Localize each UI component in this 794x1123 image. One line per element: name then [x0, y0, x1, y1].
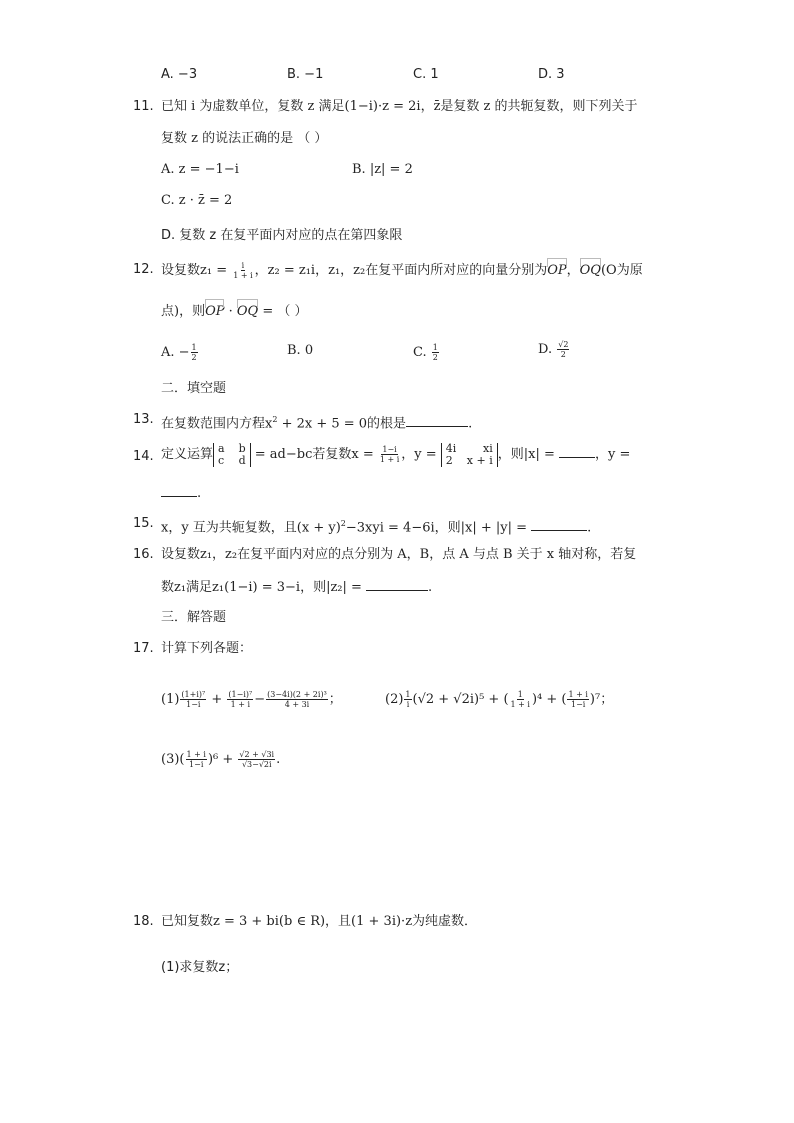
- q18-part1: (1)求复数z；: [161, 960, 239, 975]
- q14-text: = ad−bc若复数x =: [250, 447, 378, 462]
- q11-number: 11.: [133, 99, 154, 114]
- q18-stem: 已知复数z = 3 + bi(b ∈ R)，且(1 + 3i)·z为纯虚数．: [161, 914, 478, 929]
- q12-stem-line1: [161, 261, 643, 280]
- fraction-numerator: √2: [558, 340, 569, 349]
- fraction-numerator: 1: [517, 690, 523, 699]
- expr-fraction: [186, 750, 207, 769]
- q12-text: = （ ）: [258, 304, 308, 319]
- vector-oq: OQ: [236, 304, 259, 319]
- determinant-y: [441, 443, 498, 467]
- q17-number: 17.: [133, 641, 154, 656]
- q14-text: ，y =: [594, 447, 631, 462]
- expr-fraction: [567, 690, 588, 709]
- q13-text: .: [468, 416, 473, 432]
- q12-text: ，: [566, 263, 580, 278]
- answer-blank-y[interactable]: [161, 484, 197, 497]
- vector-op: OP: [205, 304, 225, 319]
- fraction-numerator: 1−i: [382, 445, 397, 454]
- q12-option-c: [413, 343, 440, 362]
- det-entry: b: [238, 441, 246, 455]
- q16-text: 数z₁满足z₁(1−i) = 3−i，则|z₂| =: [161, 580, 367, 595]
- option-label: D.: [538, 342, 557, 357]
- fraction-numerator: 1: [405, 690, 411, 699]
- q15-text: .: [587, 520, 592, 536]
- q13-number: 13.: [133, 412, 154, 427]
- q15-stem: [161, 515, 591, 537]
- q14-x-fraction: [379, 445, 400, 464]
- determinant-definition: [213, 443, 251, 467]
- punctuation: ；: [328, 692, 342, 707]
- q14-text: ，y =: [401, 447, 441, 462]
- option-fraction: [191, 343, 198, 362]
- q10-option-b: B. −1: [287, 67, 324, 82]
- answer-blank[interactable]: [366, 578, 428, 591]
- fraction-numerator: i: [241, 261, 245, 270]
- det-entry: 4i: [445, 441, 457, 455]
- operator: −: [254, 692, 266, 707]
- q10-option-a: A. −3: [161, 67, 198, 82]
- expression-text: )⁶ +: [207, 752, 238, 767]
- option-fraction: [557, 340, 569, 359]
- q14-stem-line2: [161, 484, 201, 503]
- q12-text: (O为原: [600, 263, 643, 278]
- part-label: (2): [385, 692, 404, 707]
- fraction-numerator: 1 + i: [568, 690, 588, 699]
- fraction-numerator: 1: [432, 343, 438, 352]
- fraction-denominator: 1−i: [186, 700, 201, 709]
- fraction-denominator: 2: [560, 350, 566, 359]
- fraction-numerator: 1 + i: [186, 750, 206, 759]
- q17-title: 计算下列各题：: [161, 641, 253, 656]
- fraction-numerator: 1: [191, 343, 197, 352]
- answer-blank-x[interactable]: [559, 445, 595, 458]
- operator: +: [207, 692, 227, 707]
- option-fraction: [432, 343, 439, 362]
- det-entry: a: [218, 441, 225, 455]
- answer-blank[interactable]: [406, 414, 468, 427]
- fraction-denominator: i: [406, 700, 410, 709]
- fraction-denominator: 1 + i: [510, 700, 530, 709]
- q15-number: 15.: [133, 516, 154, 531]
- q16-text: .: [428, 580, 433, 595]
- vector-op: OP: [547, 263, 567, 278]
- q12-text: ，z₂ = z₁i，z₁，z₂在复平面内所对应的向量分别为: [254, 263, 548, 278]
- q16-stem-line1: 设复数z₁，z₂在复平面内对应的点分别为 A，B，点 A 与点 B 关于 x 轴对称，若复: [161, 547, 637, 562]
- fraction-numerator: (1+i)⁷: [181, 690, 206, 699]
- q11-stem-line2: 复数 z 的说法正确的是 （ ）: [161, 131, 328, 146]
- expr-fraction: [180, 690, 206, 709]
- expr-fraction: [510, 690, 531, 709]
- fraction-denominator: √3−√2i: [241, 760, 272, 769]
- q14-text: .: [197, 486, 202, 501]
- q16-stem-line2: [161, 578, 432, 597]
- det-entry: 2: [445, 453, 453, 467]
- expression-text: )⁴ + (: [531, 692, 567, 707]
- fraction-denominator: 4 + 3i: [284, 700, 310, 709]
- fraction-numerator: √2 + √3i: [239, 750, 275, 759]
- det-entry: c: [218, 453, 225, 467]
- det-entry: xi: [483, 441, 493, 455]
- q17-part1: [161, 688, 342, 712]
- fraction-numerator: (3−4i)(2 + 2i)³: [267, 690, 327, 699]
- fraction-denominator: 2: [191, 353, 197, 362]
- q15-text: −3xyi = 4−6i，则|x| + |y| =: [345, 520, 532, 536]
- fraction-denominator: 1−i: [571, 700, 586, 709]
- fraction-numerator: (1−i)⁷: [228, 690, 253, 699]
- q14-text: ，则|x| =: [497, 447, 559, 462]
- q16-number: 16.: [133, 547, 154, 562]
- fraction-denominator: 2: [432, 353, 438, 362]
- q11-option-b: B. |z| = 2: [352, 162, 413, 177]
- section-heading-solutions: 三．解答题: [161, 610, 227, 625]
- det-entry: d: [238, 453, 246, 467]
- expr-fraction: [404, 690, 411, 709]
- q12-z1-fraction: [232, 261, 253, 280]
- part-label: (1): [161, 692, 180, 707]
- superscript: 2: [272, 415, 278, 424]
- q17-part3: [161, 748, 280, 772]
- expr-fraction: [266, 690, 328, 709]
- answer-blank[interactable]: [531, 518, 587, 531]
- q11-stem-line1: 已知 i 为虚数单位，复数 z 满足(1−i)·z = 2i，z̄是复数 z 的共轭复数，则下列关于: [161, 99, 638, 114]
- q11-option-d: D. 复数 z 在复平面内对应的点在第四象限: [161, 228, 403, 243]
- q11-option-a: A. z = −1−i: [161, 162, 239, 177]
- fraction-denominator: 1 + i: [233, 271, 253, 280]
- option-label: C.: [413, 345, 431, 360]
- q14-stem: [161, 441, 630, 469]
- punctuation: .: [276, 752, 281, 767]
- superscript: 2: [340, 519, 346, 528]
- expression-text: (√2 + √2i)⁵ + (: [412, 692, 509, 707]
- vector-oq: OQ: [579, 263, 601, 278]
- q12-text: 点)，则: [161, 304, 206, 319]
- q13-text: + 2x + 5 = 0的根是: [277, 416, 407, 432]
- q18-number: 18.: [133, 914, 154, 929]
- q13-text: 在复数范围内方程x: [161, 416, 273, 432]
- q13-stem: [161, 411, 472, 433]
- section-heading-fill-blank: 二．填空题: [161, 381, 227, 396]
- q12-option-d: [538, 340, 570, 359]
- fraction-denominator: 1 + i: [379, 455, 400, 464]
- q11-option-c: C. z · z̄ = 2: [161, 193, 233, 208]
- q10-option-d: D. 3: [538, 67, 565, 82]
- q12-option-a: [161, 343, 199, 362]
- q14-text: 定义运算: [161, 447, 214, 462]
- expr-fraction: [227, 690, 253, 709]
- expression-text: )⁷；: [589, 692, 614, 707]
- q12-stem-line2: [161, 303, 308, 321]
- part-label: (3)(: [161, 752, 185, 767]
- q12-number: 12.: [133, 262, 154, 277]
- q12-text: 设复数z₁ =: [161, 263, 232, 278]
- q10-option-c: C. 1: [413, 67, 439, 82]
- q12-option-b: B. 0: [287, 343, 314, 358]
- expr-fraction: [238, 750, 275, 769]
- fraction-denominator: 1 + i: [230, 700, 251, 709]
- q12-text: ·: [224, 304, 237, 319]
- det-entry: x + i: [466, 453, 493, 467]
- q15-text: x，y 互为共轭复数，且(x + y): [161, 520, 341, 536]
- fraction-denominator: 1−i: [189, 760, 204, 769]
- q17-part2: [385, 688, 613, 712]
- q14-number: 14.: [133, 449, 154, 464]
- option-label: A. −: [161, 345, 190, 360]
